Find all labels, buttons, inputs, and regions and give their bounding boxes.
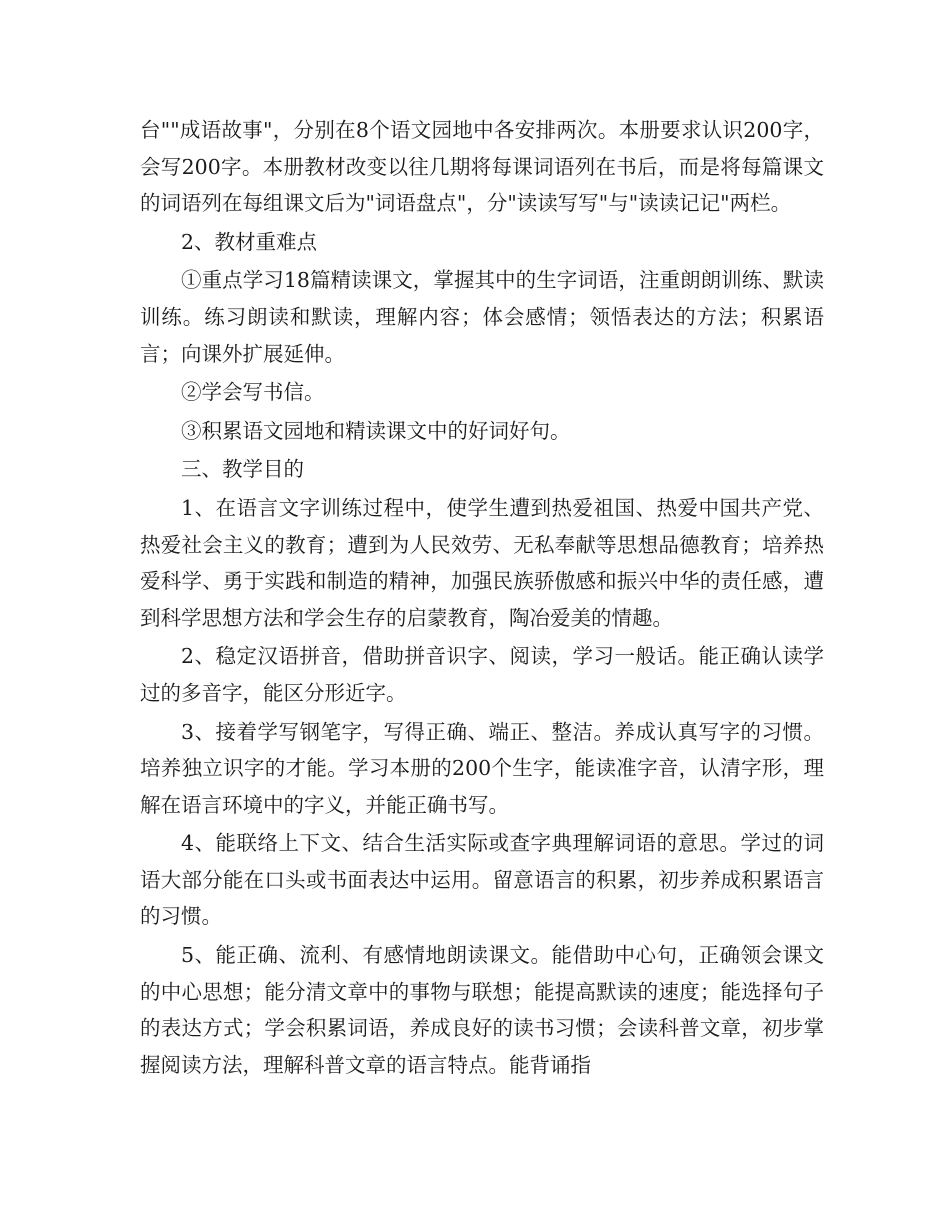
list-item-3: ③积累语文园地和精读课文中的好词好句。 xyxy=(181,418,571,443)
goal-paragraph-3: 3、接着学写钢笔字，写得正确、端正、整洁。养成认真写字的习惯。培养独立识字的才能。学习本册的200个生字，能读准字音，认清字形，理解在语言环境中的字义，并能正确书写。 xyxy=(140,719,824,817)
goal-paragraph-4: 4、能联络上下文、结合生活实际或查字典理解词语的意思。学过的词语大部分能在口头或书面表达中运用。留意语言的积累，初步养成积累语言的习惯。 xyxy=(140,831,824,929)
goal-paragraph-5: 5、能正确、流利、有感情地朗读课文。能借助中心句，正确领会课文的中心思想；能分清文章中的事物与联想；能提高默读的速度；能选择句子的表达方式；学会积累词语，养成良好的读书习惯；会读科普文章，初步掌握阅读方法，理解科普文章的语言特点。能背诵指 xyxy=(140,943,824,1077)
paragraph-continuation: 台""成语故事"，分别在8个语文园地中各安排两次。本册要求认识200字，会写200字。本册教材改变以往几期将每课词语列在书后，而是将每篇课文的词语列在每组课文后为"词语盘点"，分"读读写写"与"读读记记"两栏。 xyxy=(140,118,824,216)
heading-teaching-goals: 三、教学目的 xyxy=(181,457,304,482)
document-body xyxy=(140,112,824,1083)
list-item-2: ②学会写书信。 xyxy=(181,380,325,405)
heading-key-difficulties: 2、教材重难点 xyxy=(181,229,318,254)
goal-paragraph-1: 1、在语言文字训练过程中，使学生遭到热爱祖国、热爱中国共产党、热爱社会主义的教育；遭到为人民效劳、无私奉献等思想品德教育；培养热爱科学、勇于实践和制造的精神，加强民族骄傲感和振兴中华的责任感，遭到科学思想方法和学会生存的启蒙教育，陶冶爱美的情趣。 xyxy=(140,495,824,630)
goal-paragraph-2: 2、稳定汉语拼音，借助拼音识字、阅读，学习一般话。能正确认读学过的多音字，能区分形近字。 xyxy=(140,644,824,705)
list-item-1: ①重点学习18篇精读课文，掌握其中的生字词语，注重朗朗训练、默读训练。练习朗读和默读，理解内容；体会感情；领悟表达的方法；积累语言；向课外扩展延伸。 xyxy=(140,268,824,366)
